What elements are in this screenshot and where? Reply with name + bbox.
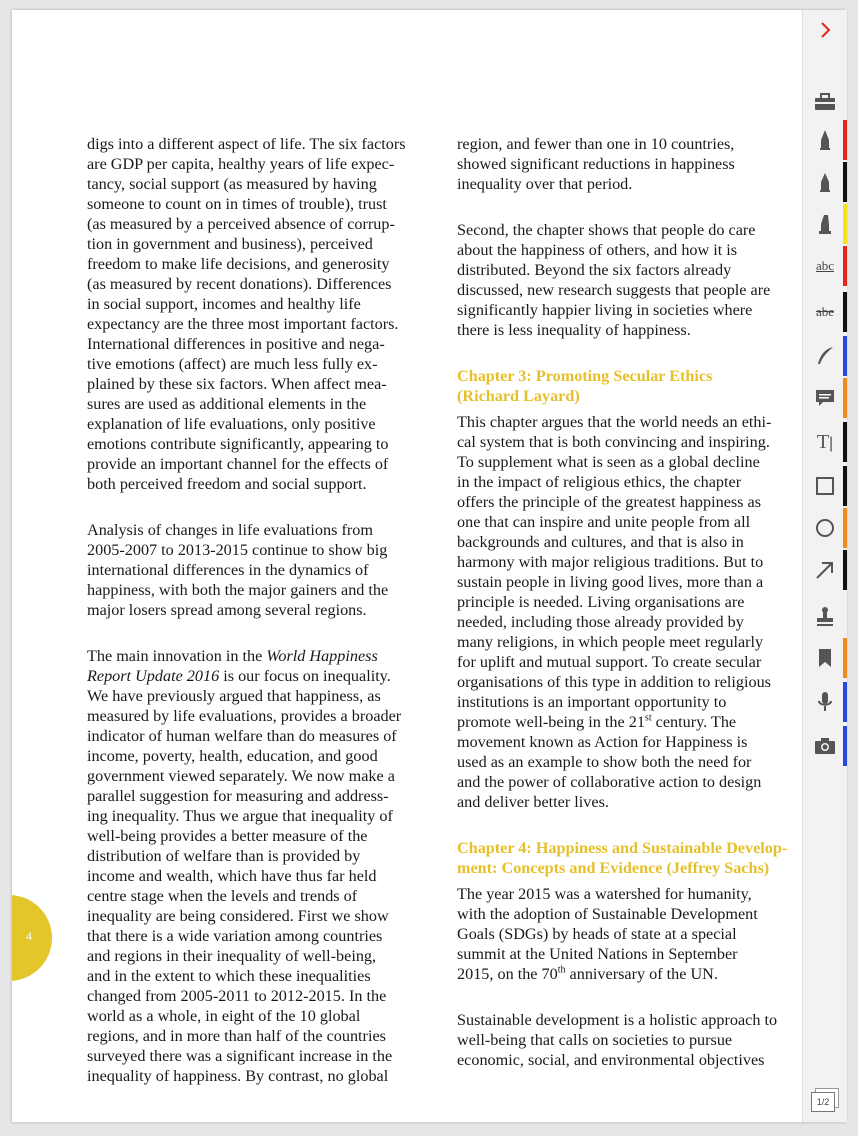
text-icon: T| [816, 430, 834, 453]
tool-color-mark [843, 726, 847, 766]
comment-icon [813, 386, 837, 410]
bookmark-tool[interactable] [803, 638, 847, 678]
tool-color-mark [843, 682, 847, 722]
paragraph-text: This chapter argues that the world needs an ethi- cal system that is both convincing and inspiring. To supplement what is seen as a global decline in the impact of religious ethics, the chapter offers the principle of the greatest happiness as one that can inspire and unite people from all backgrounds and cultures, and that is also in harmony with major religious traditions. But to sustain people in living good lives, more than a principle is needed. Living organisations are needed, including those already provided by many religions, in which people meet regularly for uplift and mutual support. To create secular organisations of this type in addition to religious institutions is an important opportunity to promote well-being in the 21 [457, 413, 772, 731]
tool-color-mark [843, 638, 847, 678]
bookmark-icon [813, 646, 837, 670]
tool-color-mark [843, 120, 847, 160]
pen-red-tool[interactable] [803, 120, 847, 160]
report-title: World Happiness Report Update 2016 [87, 647, 378, 685]
strikethrough-icon: abe [815, 304, 835, 319]
annotation-toolbar [802, 10, 847, 1122]
underline-icon: abc [815, 258, 835, 273]
pen-icon [813, 170, 837, 194]
quill-icon [813, 344, 837, 368]
pen-icon [813, 128, 837, 152]
left-column [87, 134, 443, 1112]
stamp-tool[interactable] [803, 596, 847, 636]
paragraph-text: The main innovation in the [87, 647, 267, 665]
tool-color-mark [843, 378, 847, 418]
arrow-tool[interactable] [803, 550, 847, 590]
paragraph [87, 520, 443, 620]
text-tool[interactable] [803, 422, 847, 462]
microphone-icon [813, 690, 837, 714]
stamp-icon [813, 604, 837, 628]
chapter-3-heading: Chapter 3: Promoting Secular Ethics (Richard Layard) [457, 367, 713, 405]
superscript: st [644, 712, 652, 724]
paragraph: Sustainable development is a holistic approach to well-being that calls on societies to pursue economic, social, and environmental objectives [457, 1011, 778, 1069]
highlighter-tool[interactable] [803, 204, 847, 244]
right-column [457, 134, 807, 1094]
square-tool[interactable] [803, 466, 847, 506]
paragraph: Second, the chapter shows that people do care about the happiness of others, and how it is distributed. Beyond the six factors already discussed, new research suggests that people are significantly happier living in societies where there is less inequality of happiness. [457, 221, 771, 339]
paragraph [457, 412, 807, 812]
camera-tool[interactable] [803, 726, 847, 766]
pen-black-tool[interactable] [803, 162, 847, 202]
tool-color-mark [843, 466, 847, 506]
tool-color-mark [843, 246, 847, 286]
paragraph-text: anniversary of the UN. [565, 965, 718, 983]
microphone-tool[interactable] [803, 682, 847, 722]
paragraph: digs into a different aspect of life. The six factors are GDP per capita, healthy years of life expec- tancy, social support (as measured by having someone to count on in times of trouble), trust (as measured by a perceived absence of corrup- tion in government and business), perceived freedom to make life decisions, and generosity (as measured by recent donations). Differences in social support, incomes and healthy life expectancy are the three most important factors. International differences in positive and nega- tive emotions (affect) are much less fully ex- plained by these six factors. When affect mea- sures are used as additional elements in the explanation of life evaluations, only positive emotions contribute significantly, appearing to provide an important channel for the effects of both perceived freedom and social support. [87, 135, 406, 493]
paragraph [457, 884, 807, 984]
tool-color-mark [843, 550, 847, 590]
tool-color-mark [843, 422, 847, 462]
chapter-4-heading: Chapter 4: Happiness and Sustainable Develop- ment: Concepts and Evidence (Jeffrey Sachs) [457, 839, 788, 877]
document-page [12, 10, 846, 1122]
arrow-icon [813, 558, 837, 582]
tool-color-mark [843, 204, 847, 244]
strikethrough-tool[interactable] [803, 292, 847, 332]
highlighter-icon [813, 212, 837, 236]
square-icon [813, 474, 837, 498]
paragraph-text: century. The movement known as Action for Happiness is used as an example to show both the need for and the power of collaborative action to design and deliver better lives. [457, 713, 762, 811]
camera-icon [813, 734, 837, 758]
circle-tool[interactable] [803, 508, 847, 548]
paragraph: region, and fewer than one in 10 countries, showed significant reductions in happiness inequality over that period. [457, 135, 735, 193]
tool-color-mark [843, 162, 847, 202]
chevron-right-icon[interactable] [803, 10, 847, 50]
circle-icon [813, 516, 837, 540]
page-indicator[interactable]: 1/2 [811, 1092, 835, 1112]
paragraph-text: Analysis of changes in life evaluations from 2005-2007 to 2013-2015 continue to show big international differences in the dynamics of happiness, with both the major gainers and the major losers spread among several regions. [87, 521, 389, 619]
page-number: 4 [26, 929, 32, 943]
tool-color-mark [843, 508, 847, 548]
page-number-badge [12, 895, 52, 981]
paragraph [87, 646, 443, 1086]
underline-tool[interactable] [803, 246, 847, 286]
tool-color-mark [843, 292, 847, 332]
toolbox-icon[interactable] [803, 82, 847, 122]
comment-tool[interactable] [803, 378, 847, 418]
superscript: th [557, 964, 566, 976]
tool-color-mark [843, 336, 847, 376]
paragraph-text: is our focus on inequality. We have previously argued that happiness, as measured by life evaluations, provides a broader indicator of human welfare than do measures of income, poverty, health, education, and good government viewed separately. We now make a parallel suggestion for measuring and address- ing inequality. Thus we argue that inequality of well-being provides a better measure of the distribution of welfare than is provided by income and wealth, which have thus far held centre stage when the levels and trends of inequality are being considered. First we show that there is a wide variation among countries and regions in their inequality of well-being, and in the extent to which these inequalities changed from 2005-2011 to 2012-2015. In the world as a whole, in eight of the 10 global regions, and in more than half of the countries surveyed there was a significant increase in the inequality of happiness. By contrast, no global [87, 667, 402, 1085]
paragraph-text: The year 2015 was a watershed for humanity, with the adoption of Sustainable Development Goals (SDGs) by heads of state at a special summit at the United Nations in September 2015, on the 70 [457, 885, 758, 983]
quill-tool[interactable] [803, 336, 847, 376]
